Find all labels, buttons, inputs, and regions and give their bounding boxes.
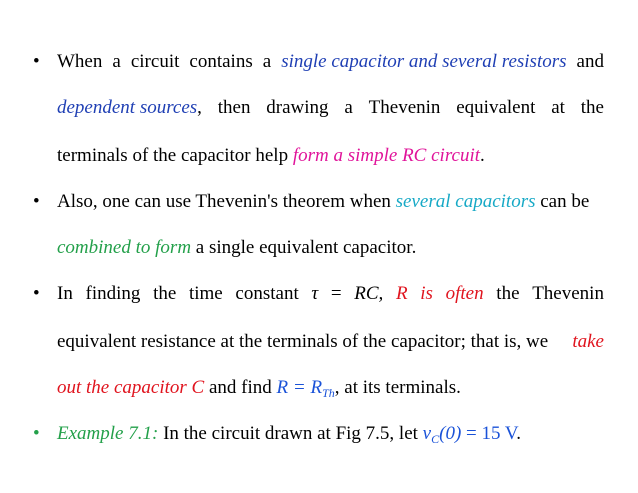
text: constant [235, 283, 299, 304]
highlight-text: R [395, 283, 408, 304]
tau-symbol: τ [311, 283, 319, 304]
bullet-marker: • [33, 51, 40, 72]
text: RC, [354, 283, 384, 304]
highlight-text: combined to form [57, 237, 192, 258]
bullet-4-line-1 [57, 423, 521, 446]
text: drawing [266, 97, 329, 118]
text: time [188, 283, 223, 304]
text: . [516, 423, 521, 444]
text: equivalent [456, 97, 536, 118]
bullet-2-line-1 [57, 192, 604, 211]
bullet-1-line-2 [57, 98, 604, 117]
bullet-marker: • [33, 283, 40, 304]
text: circuit [130, 51, 180, 72]
highlight-text: dependent sources, [57, 97, 202, 118]
bullet-marker: • [33, 423, 40, 444]
text: the [580, 97, 604, 118]
highlight-text: often [445, 283, 484, 304]
text: the [153, 283, 177, 304]
text: contains [189, 51, 253, 72]
text: Thevenin [532, 283, 604, 304]
text: equivalent resistance at the terminals of the capacitor; that is, we [57, 331, 549, 352]
text: a [344, 97, 353, 118]
text: a single equivalent capacitor. [195, 237, 417, 258]
bullet-2-line-2 [57, 238, 416, 257]
text: and find [208, 377, 272, 398]
highlight-text: single capacitor and several resistors [281, 51, 567, 72]
formula-text: $v_C(0) = 15$ V [422, 423, 517, 446]
highlight-text: out the capacitor C [57, 377, 205, 398]
highlight-text: is [420, 283, 433, 304]
formula-text: $R = R_{Th}$ [276, 377, 335, 400]
bullet-1-line-3: terminals of the capacitor help form a simple RC circuit. [57, 145, 485, 166]
bullet-3-line-3 [57, 377, 461, 400]
text: , at its terminals. [334, 377, 461, 398]
text: = [330, 283, 342, 304]
text: a [112, 51, 121, 72]
bullet-3-line-2 [57, 332, 604, 351]
bullet-marker: • [33, 191, 40, 212]
text: terminals of the capacitor help [57, 145, 289, 166]
bullet-1-line-1 [57, 52, 604, 71]
text: Thevenin [368, 97, 441, 118]
text: can be [540, 191, 590, 212]
highlight-text: several capacitors [395, 191, 536, 212]
text: When [57, 51, 103, 72]
text: at [551, 97, 565, 118]
text: In the circuit drawn at Fig 7.5, let [163, 423, 418, 444]
text: and [576, 51, 604, 72]
highlight-text: take [572, 331, 604, 352]
highlight-text: form a simple RC circuit [292, 145, 480, 166]
text: a [262, 51, 272, 72]
bullet-3-line-1 [57, 284, 604, 303]
text: In [57, 283, 73, 304]
example-label: Example 7.1: [57, 423, 159, 444]
text: then [217, 97, 251, 118]
text: Also, one can use Thevenin's theorem when [57, 191, 391, 212]
text: the [496, 283, 520, 304]
text: finding [85, 283, 141, 304]
